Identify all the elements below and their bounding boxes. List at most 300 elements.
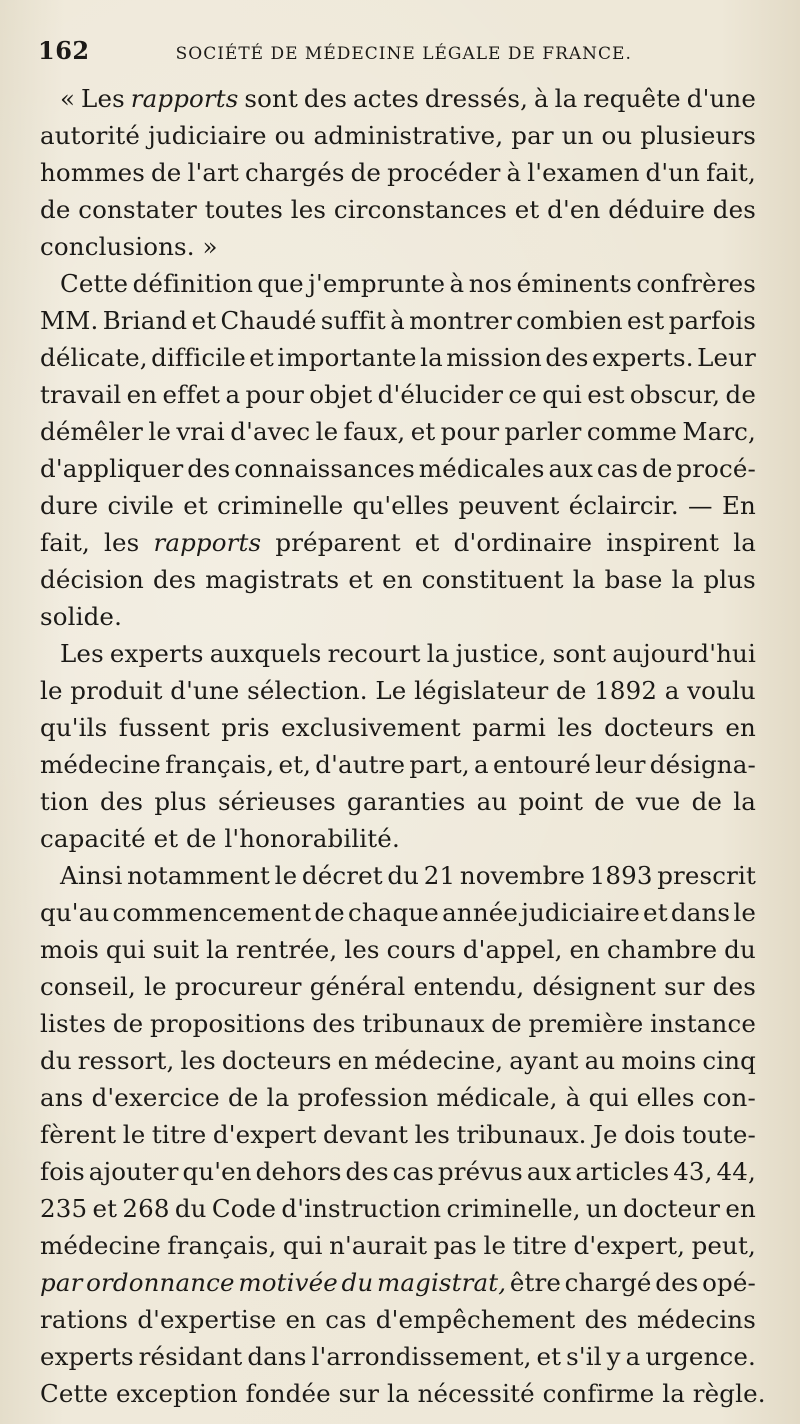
word: l'honorabilité.: [224, 824, 400, 853]
word: démêler: [40, 417, 144, 446]
word: Cette: [60, 269, 129, 298]
word: en: [725, 1194, 756, 1223]
text-line: [40, 487, 756, 524]
word: des: [152, 565, 197, 594]
word: pour: [440, 417, 500, 446]
word: décision: [40, 565, 144, 594]
word: titre: [151, 1120, 207, 1149]
word: sont: [552, 639, 607, 668]
word: d'appliquer: [40, 454, 184, 483]
word: 1893: [589, 861, 653, 890]
word: propositions: [150, 1009, 306, 1038]
word: chambre: [606, 935, 718, 964]
word: opé-: [702, 1268, 756, 1297]
word: toutes: [204, 195, 283, 224]
word: suffit: [320, 306, 386, 335]
word: ans: [40, 1083, 84, 1112]
word: elles: [636, 1083, 695, 1112]
word: entendu,: [413, 972, 525, 1001]
word: la: [733, 787, 756, 816]
text-line: [40, 413, 756, 450]
word: le: [40, 676, 63, 705]
word: 268: [122, 1194, 170, 1223]
word: un: [585, 1194, 618, 1223]
word: français,: [165, 750, 275, 779]
word: d'expert,: [573, 1231, 686, 1260]
word: en: [725, 713, 756, 742]
word: mois: [40, 935, 99, 964]
text-line: [40, 1079, 756, 1116]
word: et: [183, 491, 208, 520]
word: médecins: [636, 1305, 756, 1334]
word: d'exercice: [91, 1083, 220, 1112]
word: désignent: [532, 972, 657, 1001]
word: d'expertise: [137, 1305, 277, 1334]
text-line: [40, 783, 756, 820]
word: en: [569, 935, 601, 964]
word: rentrée,: [235, 935, 338, 964]
word: désigna-: [649, 750, 756, 779]
word: magistrats: [205, 565, 340, 594]
word: peut,: [691, 1231, 756, 1260]
word: Le: [375, 676, 407, 705]
text-line: [40, 228, 756, 265]
word: sélection.: [247, 676, 368, 705]
text-line: [40, 1338, 756, 1375]
word: base: [604, 565, 663, 594]
word: en: [382, 565, 413, 594]
word: part,: [409, 750, 470, 779]
word: la: [733, 528, 756, 557]
word: cinq: [702, 1046, 756, 1075]
text-line: [40, 302, 756, 339]
word: parmi: [472, 713, 547, 742]
word: de: [725, 380, 756, 409]
text-line: [40, 450, 756, 487]
word: ressort,: [77, 1046, 175, 1075]
word: de: [150, 158, 182, 187]
word: d'une: [686, 84, 756, 113]
word: urgence.: [645, 1342, 756, 1371]
word: rapports: [130, 84, 239, 113]
word: de: [112, 1009, 144, 1038]
word: —: [688, 491, 713, 520]
word: judiciaire: [521, 898, 640, 927]
word: l'examen: [527, 158, 640, 187]
word: de: [594, 787, 625, 816]
word: dressés,: [424, 84, 529, 113]
word: qu'en: [182, 1157, 252, 1186]
word: s'il: [566, 1342, 602, 1371]
word: faux,: [343, 417, 406, 446]
word: d'élucider: [377, 380, 504, 409]
word: d'avec: [230, 417, 311, 446]
word: conseil,: [40, 972, 136, 1001]
word: la: [671, 565, 695, 594]
word: judiciaire: [148, 121, 267, 150]
word: auxquels: [209, 639, 322, 668]
word: chaque: [347, 898, 439, 927]
word: criminelle: [217, 491, 344, 520]
word: sont: [244, 84, 298, 113]
word: ordonnance: [86, 1268, 235, 1297]
word: la: [266, 1083, 290, 1112]
word: ce: [508, 380, 537, 409]
word: autorité: [40, 121, 141, 150]
word: d'appel,: [462, 935, 563, 964]
word: Les: [60, 639, 104, 668]
word: est: [626, 306, 665, 335]
word: les: [414, 1120, 450, 1149]
word: n'aurait: [329, 1231, 428, 1260]
word: peuvent: [458, 491, 560, 520]
word: en: [285, 1305, 317, 1334]
word: cas: [325, 1305, 367, 1334]
word: garanties: [346, 787, 466, 816]
text-line: [40, 857, 756, 894]
word: a: [664, 676, 680, 705]
word: moins: [621, 1046, 697, 1075]
word: 43,: [673, 1157, 713, 1186]
word: Ainsi: [60, 861, 123, 890]
word: fussent: [118, 713, 210, 742]
word: importante: [277, 343, 417, 372]
word: et: [536, 1342, 562, 1371]
word: Briand: [102, 306, 188, 335]
word: confirme: [542, 1379, 655, 1408]
word: et: [410, 417, 436, 446]
text-line: [40, 672, 756, 709]
word: des: [655, 1268, 699, 1297]
word: l'arrondissement,: [311, 1342, 532, 1371]
word: qui: [588, 1083, 629, 1112]
word: d'instruction: [281, 1194, 442, 1223]
word: Je: [593, 1120, 618, 1149]
word: montrer: [409, 306, 512, 335]
word: par: [40, 1268, 83, 1297]
text-line: [40, 117, 756, 154]
word: recourt: [327, 639, 421, 668]
word: en: [337, 1046, 369, 1075]
word: qui: [282, 1231, 323, 1260]
word: titre: [512, 1231, 568, 1260]
word: solide.: [40, 602, 123, 631]
word: des: [187, 454, 231, 483]
text-line: [40, 524, 756, 561]
running-header: [38, 36, 760, 76]
word: de: [228, 1083, 259, 1112]
word: con-: [702, 1083, 756, 1112]
word: français,: [167, 1231, 277, 1260]
word: des: [345, 1157, 389, 1186]
word: la: [420, 343, 443, 372]
word: nos: [468, 269, 513, 298]
word: général: [309, 972, 406, 1001]
word: entouré: [492, 750, 591, 779]
word: profession: [297, 1083, 429, 1112]
word: l'art: [187, 158, 239, 187]
word: les: [180, 1046, 216, 1075]
word: inspirent: [606, 528, 720, 557]
word: ou: [274, 121, 306, 150]
word: objet: [309, 380, 373, 409]
word: préparent: [275, 528, 401, 557]
word: dois: [624, 1120, 676, 1149]
word: nécessité: [417, 1379, 535, 1408]
word: rations: [40, 1305, 129, 1334]
word: à: [565, 1083, 581, 1112]
text-line: [40, 709, 756, 746]
body-text: [40, 80, 766, 1412]
word: plusieurs: [640, 121, 756, 150]
word: fait,: [40, 528, 90, 557]
word: dure: [40, 491, 99, 520]
word: résidant: [138, 1342, 243, 1371]
word: la: [206, 935, 229, 964]
word: «: [60, 84, 76, 113]
word: travail: [40, 380, 122, 409]
word: devant: [323, 1120, 409, 1149]
word: d'autre: [315, 750, 406, 779]
word: chargés: [244, 158, 345, 187]
word: des: [99, 787, 144, 816]
text-line: [40, 1005, 756, 1042]
word: aux: [526, 1157, 572, 1186]
word: le: [122, 1120, 146, 1149]
word: effet: [162, 380, 221, 409]
word: du: [341, 1268, 374, 1297]
word: médicale,: [436, 1083, 558, 1112]
word: d'expert: [212, 1120, 317, 1149]
word: experts: [109, 639, 204, 668]
word: produit: [70, 676, 163, 705]
word: et: [414, 528, 440, 557]
word: première: [528, 1009, 644, 1038]
word: chargé: [564, 1268, 652, 1297]
word: confrères: [636, 269, 756, 298]
word: vrai: [176, 417, 225, 446]
word: médecine: [40, 750, 161, 779]
text-line: [40, 1375, 766, 1412]
word: leur: [595, 750, 646, 779]
running-title: SOCIÉTÉ DE MÉDECINE LÉGALE DE FRANCE.: [175, 44, 632, 64]
word: docteurs: [221, 1046, 332, 1075]
word: experts: [40, 1342, 134, 1371]
word: En: [721, 491, 756, 520]
word: circonstances: [333, 195, 507, 224]
text-line: [40, 931, 756, 968]
word: et: [249, 343, 274, 372]
word: administrative,: [313, 121, 504, 150]
text-line: [40, 1042, 756, 1079]
word: point: [518, 787, 584, 816]
word: 44,: [716, 1157, 756, 1186]
word: 235: [40, 1194, 88, 1223]
word: dans: [670, 898, 731, 927]
text-line: [40, 746, 756, 783]
word: comme: [586, 417, 677, 446]
word: des: [303, 84, 348, 113]
word: combien: [516, 306, 623, 335]
word: du: [174, 1194, 207, 1223]
word: tribunaux.: [456, 1120, 587, 1149]
word: pris: [221, 713, 270, 742]
word: rapports: [153, 528, 262, 557]
word: commencement: [112, 898, 312, 927]
text-line: [40, 154, 756, 191]
word: listes: [40, 1009, 107, 1038]
word: novembre: [459, 861, 586, 890]
word: fait,: [706, 158, 756, 187]
word: la: [554, 84, 578, 113]
word: des: [545, 343, 589, 372]
word: qui: [105, 935, 146, 964]
word: procureur: [174, 972, 302, 1001]
word: toute-: [682, 1120, 756, 1149]
word: déduire: [608, 195, 705, 224]
word: prévus: [437, 1157, 523, 1186]
word: a: [225, 380, 241, 409]
word: plus: [703, 565, 756, 594]
word: médecine,: [374, 1046, 504, 1075]
word: magistrat,: [376, 1268, 507, 1297]
word: »: [202, 232, 218, 261]
word: au: [476, 787, 508, 816]
word: éminents: [516, 269, 632, 298]
word: fondée: [245, 1379, 331, 1408]
word: Marc,: [682, 417, 756, 446]
word: a: [625, 1342, 641, 1371]
word: prescrit: [657, 861, 756, 890]
word: dans: [247, 1342, 307, 1371]
word: la: [662, 1379, 685, 1408]
word: le: [315, 417, 339, 446]
word: règle.: [692, 1379, 766, 1408]
text-line: [40, 191, 756, 228]
word: experts.: [592, 343, 694, 372]
word: des: [584, 1305, 628, 1334]
text-line: [40, 1116, 756, 1153]
text-line: [40, 339, 756, 376]
word: de: [556, 676, 587, 705]
word: capacité: [40, 824, 146, 853]
text-line: [40, 376, 756, 413]
word: la: [386, 1379, 410, 1408]
word: Les: [81, 84, 125, 113]
word: d'une: [170, 676, 240, 705]
word: ayant: [509, 1046, 579, 1075]
word: Leur: [697, 343, 756, 372]
word: 1892: [594, 676, 658, 705]
word: d'un: [645, 158, 701, 187]
word: médecine: [40, 1231, 161, 1260]
word: procé-: [676, 454, 756, 483]
word: sur: [664, 972, 705, 1001]
word: Cette: [40, 1379, 109, 1408]
word: et: [92, 1194, 118, 1223]
word: des: [312, 1009, 356, 1038]
word: constituent: [421, 565, 564, 594]
word: à: [506, 158, 522, 187]
text-line: [40, 1301, 756, 1338]
word: aux: [548, 454, 594, 483]
word: législateur: [414, 676, 549, 705]
word: de: [40, 195, 71, 224]
text-line: [40, 80, 756, 117]
word: exception: [116, 1379, 238, 1408]
word: et,: [278, 750, 312, 779]
word: qu'elles: [352, 491, 450, 520]
word: la: [426, 639, 450, 668]
word: et: [348, 565, 374, 594]
word: les: [344, 935, 380, 964]
word: d'en: [547, 195, 601, 224]
word: d'empêchement: [375, 1305, 576, 1334]
text-line: [40, 1153, 756, 1190]
word: qu'au: [40, 898, 110, 927]
word: plus: [154, 787, 207, 816]
word: 21: [423, 861, 456, 890]
word: qu'ils: [40, 713, 108, 742]
word: et: [643, 898, 668, 927]
word: et: [514, 195, 540, 224]
word: sur: [338, 1379, 380, 1408]
word: qui: [542, 380, 582, 409]
word: sérieuses: [217, 787, 336, 816]
word: de: [691, 787, 723, 816]
word: hommes: [40, 158, 145, 187]
word: civile: [107, 491, 174, 520]
word: ajouter: [88, 1157, 179, 1186]
text-line: [40, 1190, 756, 1227]
text-line: [40, 968, 756, 1005]
word: le: [148, 417, 171, 446]
word: à: [533, 84, 549, 113]
word: motivée: [238, 1268, 338, 1297]
word: articles: [575, 1157, 670, 1186]
word: fèrent: [40, 1120, 117, 1149]
word: des: [712, 972, 756, 1001]
text-line: [40, 1227, 756, 1264]
word: à: [449, 269, 465, 298]
word: le: [274, 861, 298, 890]
text-line: [40, 820, 756, 857]
word: définition: [132, 269, 254, 298]
word: y: [606, 1342, 621, 1371]
word: de: [314, 898, 345, 927]
word: aujourd'hui: [612, 639, 756, 668]
word: voulu: [687, 676, 756, 705]
word: parfois: [668, 306, 756, 335]
word: les: [557, 713, 593, 742]
word: tribunaux: [362, 1009, 485, 1038]
word: cas: [392, 1157, 434, 1186]
word: de: [642, 454, 673, 483]
word: éclaircir.: [568, 491, 679, 520]
word: suit: [152, 935, 200, 964]
word: actes: [353, 84, 420, 113]
word: du: [724, 935, 756, 964]
text-line: [40, 598, 756, 635]
word: le: [483, 1231, 507, 1260]
word: parler: [504, 417, 582, 446]
word: procéder: [387, 158, 501, 187]
word: connaissances: [234, 454, 415, 483]
word: vue: [635, 787, 681, 816]
word: instance: [650, 1009, 756, 1038]
text-line: [40, 894, 756, 931]
word: fois: [40, 1157, 85, 1186]
